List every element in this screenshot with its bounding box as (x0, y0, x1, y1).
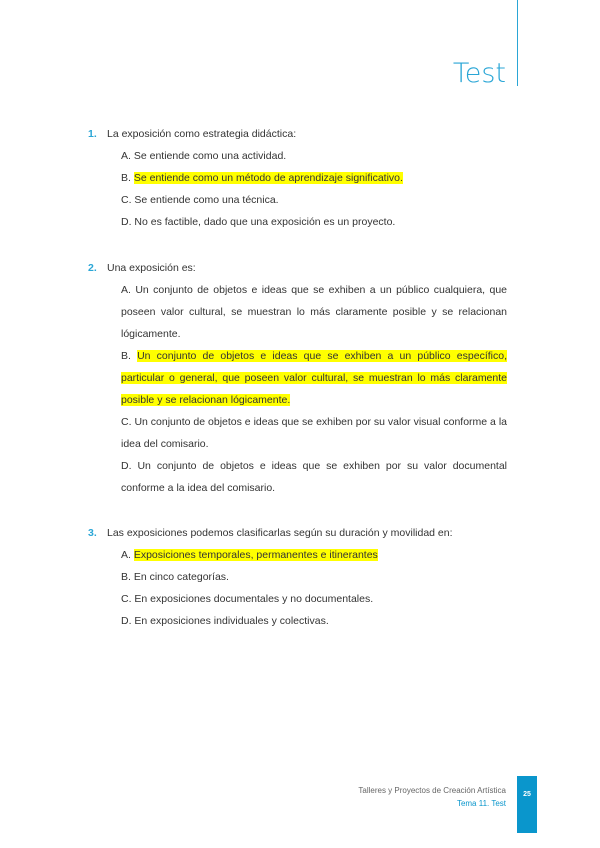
question-prompt: Una exposición es: (107, 262, 196, 274)
answer-text: En exposiciones documentales y no documentales. (134, 593, 374, 605)
answer-text: Se entiende como una actividad. (133, 150, 287, 162)
answer-letter: C. (121, 593, 132, 605)
question-number: 3. (88, 527, 97, 539)
question-text (88, 522, 507, 544)
answer-text-highlighted: Se entiende como un método de aprendizaje significativo. (133, 172, 403, 184)
answer-letter: B. (121, 571, 131, 583)
answer-option (88, 189, 507, 211)
answer-option (88, 145, 507, 167)
answer-option (88, 544, 507, 566)
answer-text: Un conjunto de objetos e ideas que se exhiben por su valor documental conforme a la idea del comisario. (121, 460, 508, 494)
answer-text: Un conjunto de objetos e ideas que se exhiben por su valor visual conforme a la idea del comisario. (121, 416, 507, 450)
answer-letter: C. (121, 194, 132, 206)
answer-text: En exposiciones individuales y colectivas. (134, 615, 329, 627)
page-number: 25 (517, 776, 537, 833)
question-3 (88, 522, 507, 632)
answer-text: Un conjunto de objetos e ideas que se exhiben a un público cualquiera, que poseen valor cultural, se muestran lo más claramente posible y se relacionan lógicamente. (121, 284, 507, 340)
question-2 (88, 257, 507, 499)
question-text (88, 257, 507, 279)
answer-option (88, 345, 507, 411)
answer-option (88, 610, 507, 632)
answer-option (88, 167, 507, 189)
answer-letter: D. (121, 615, 132, 627)
answer-letter: C. (121, 416, 132, 428)
answer-option (88, 279, 507, 345)
footer-book-title: Talleres y Proyectos de Creación Artística (358, 786, 506, 795)
answer-letter: B. (121, 350, 131, 362)
footer (358, 784, 506, 810)
question-text (88, 123, 507, 145)
answer-option (88, 588, 507, 610)
answer-letter: A. (121, 150, 131, 162)
footer-chapter: Tema 11. Test (456, 799, 506, 808)
answer-letter: D. (121, 460, 132, 472)
answer-option (88, 411, 507, 455)
answer-letter: B. (121, 172, 131, 184)
question-number: 1. (88, 128, 97, 140)
answer-text: No es factible, dado que una exposición es un proyecto. (134, 216, 396, 228)
answer-text-highlighted: Un conjunto de objetos e ideas que se exhiben a un público específico, particular o general, que poseen valor cultural, se muestran lo más claramente posible y se relacionan lógicamente. (121, 350, 508, 406)
answer-letter: A. (121, 284, 131, 296)
answer-option (88, 211, 507, 233)
answer-letter: A. (121, 549, 131, 561)
question-1 (88, 123, 507, 233)
answer-option (88, 566, 507, 588)
question-prompt: Las exposiciones podemos clasificarlas según su duración y movilidad en: (107, 527, 453, 539)
page-title: Test (452, 58, 506, 89)
answer-text: Se entiende como una técnica. (134, 194, 279, 206)
header-rule (517, 0, 518, 86)
answer-text: En cinco categorías. (133, 571, 229, 583)
answer-text-highlighted: Exposiciones temporales, permanentes e itinerantes (133, 549, 378, 561)
answer-option (88, 455, 507, 499)
question-number: 2. (88, 262, 97, 274)
answer-letter: D. (121, 216, 132, 228)
question-prompt: La exposición como estrategia didáctica: (107, 128, 297, 140)
